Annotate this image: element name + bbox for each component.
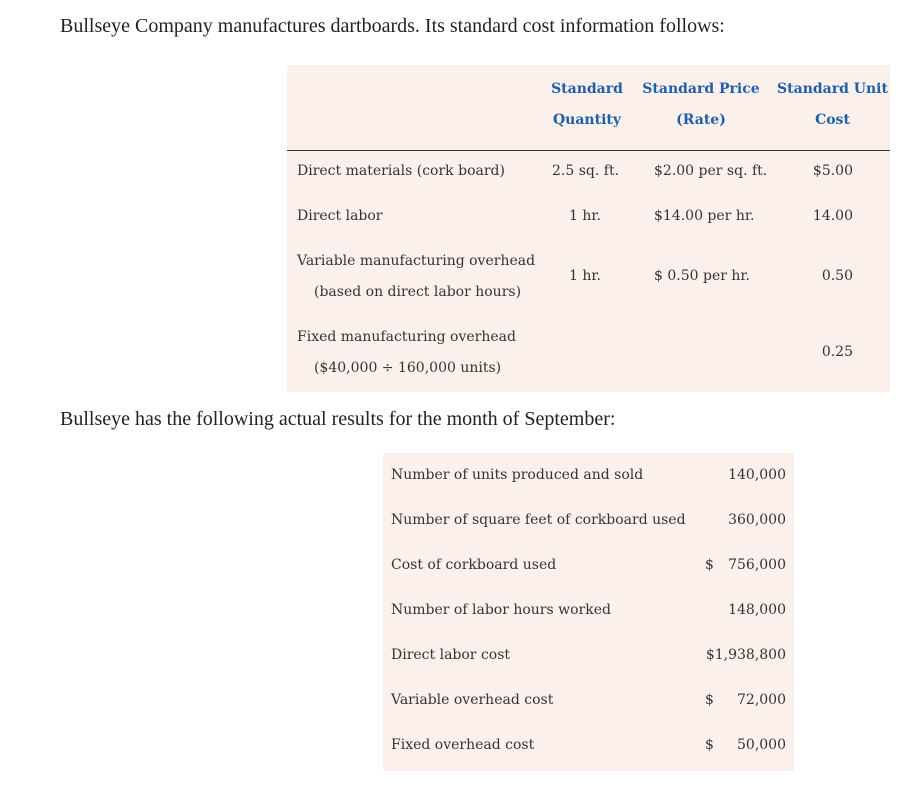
header-line: Standard Price: [642, 81, 760, 97]
row-quantity-variable-overhead: 1 hr.: [569, 268, 601, 284]
row-value: 148,000: [728, 602, 786, 618]
table-header: [287, 65, 890, 151]
header-line: Standard: [551, 81, 623, 97]
row-unitcost-direct-labor: 14.00: [812, 208, 853, 224]
row-price-direct-labor: $14.00 per hr.: [654, 208, 755, 224]
row-sublabel-fixed-overhead: ($40,000 ÷ 160,000 units): [314, 360, 502, 376]
header-line: Quantity: [552, 112, 621, 128]
row-unitcost-variable-overhead: 0.50: [821, 268, 853, 284]
row-label-fixed-overhead: Fixed manufacturing overhead: [297, 329, 516, 345]
standard-cost-table: [287, 65, 890, 392]
row-sublabel-variable-overhead: (based on direct labor hours): [314, 284, 522, 300]
row-unitcost-fixed-overhead: 0.25: [821, 344, 853, 360]
header-line: (Rate): [676, 112, 726, 128]
row-value: $1,938,800: [705, 647, 786, 663]
row-value: 140,000: [728, 467, 786, 483]
row-label: Direct labor cost: [391, 647, 511, 663]
header-standard-unit-cost: [775, 74, 890, 136]
row-price-direct-materials: $2.00 per sq. ft.: [654, 163, 768, 179]
row-label: Number of units produced and sold: [391, 467, 644, 483]
row-label: Variable overhead cost: [391, 692, 554, 708]
row-quantity-direct-materials: 2.5 sq. ft.: [552, 163, 620, 179]
table-row: [383, 467, 794, 487]
intro-text: Bullseye Company manufactures dartboards. Its standard cost information follows:: [60, 15, 725, 37]
table-row: [383, 692, 794, 712]
row-value: 50,000: [737, 737, 786, 753]
header-standard-price: [637, 74, 765, 136]
row-value: 756,000: [728, 557, 786, 573]
row-label: Fixed overhead cost: [391, 737, 535, 753]
row-label-direct-materials: Direct materials (cork board): [297, 163, 505, 179]
table-row: [383, 512, 794, 532]
row-label: Number of labor hours worked: [391, 602, 611, 618]
table-row: [383, 557, 794, 577]
row-value: 360,000: [728, 512, 786, 528]
row-dollar: $: [705, 557, 714, 573]
row-dollar: $: [705, 737, 714, 753]
header-standard-quantity: [542, 74, 632, 136]
header-line: Cost: [815, 112, 850, 128]
row-label-direct-labor: Direct labor: [297, 208, 383, 224]
row-price-variable-overhead: $ 0.50 per hr.: [654, 268, 750, 284]
header-line: Standard Unit: [777, 81, 888, 97]
row-quantity-direct-labor: 1 hr.: [569, 208, 601, 224]
row-label-variable-overhead: Variable manufacturing overhead: [297, 253, 536, 269]
row-dollar: $: [705, 692, 714, 708]
row-label: Cost of corkboard used: [391, 557, 557, 573]
table-row: [383, 737, 794, 757]
table-row: [383, 647, 794, 667]
row-unitcost-direct-materials: $5.00: [812, 163, 853, 179]
actual-results-table: [383, 453, 794, 771]
actual-results-intro: Bullseye has the following actual results for the month of September:: [60, 408, 616, 430]
row-value: 72,000: [737, 692, 786, 708]
row-label: Number of square feet of corkboard used: [391, 512, 686, 528]
table-row: [383, 602, 794, 622]
